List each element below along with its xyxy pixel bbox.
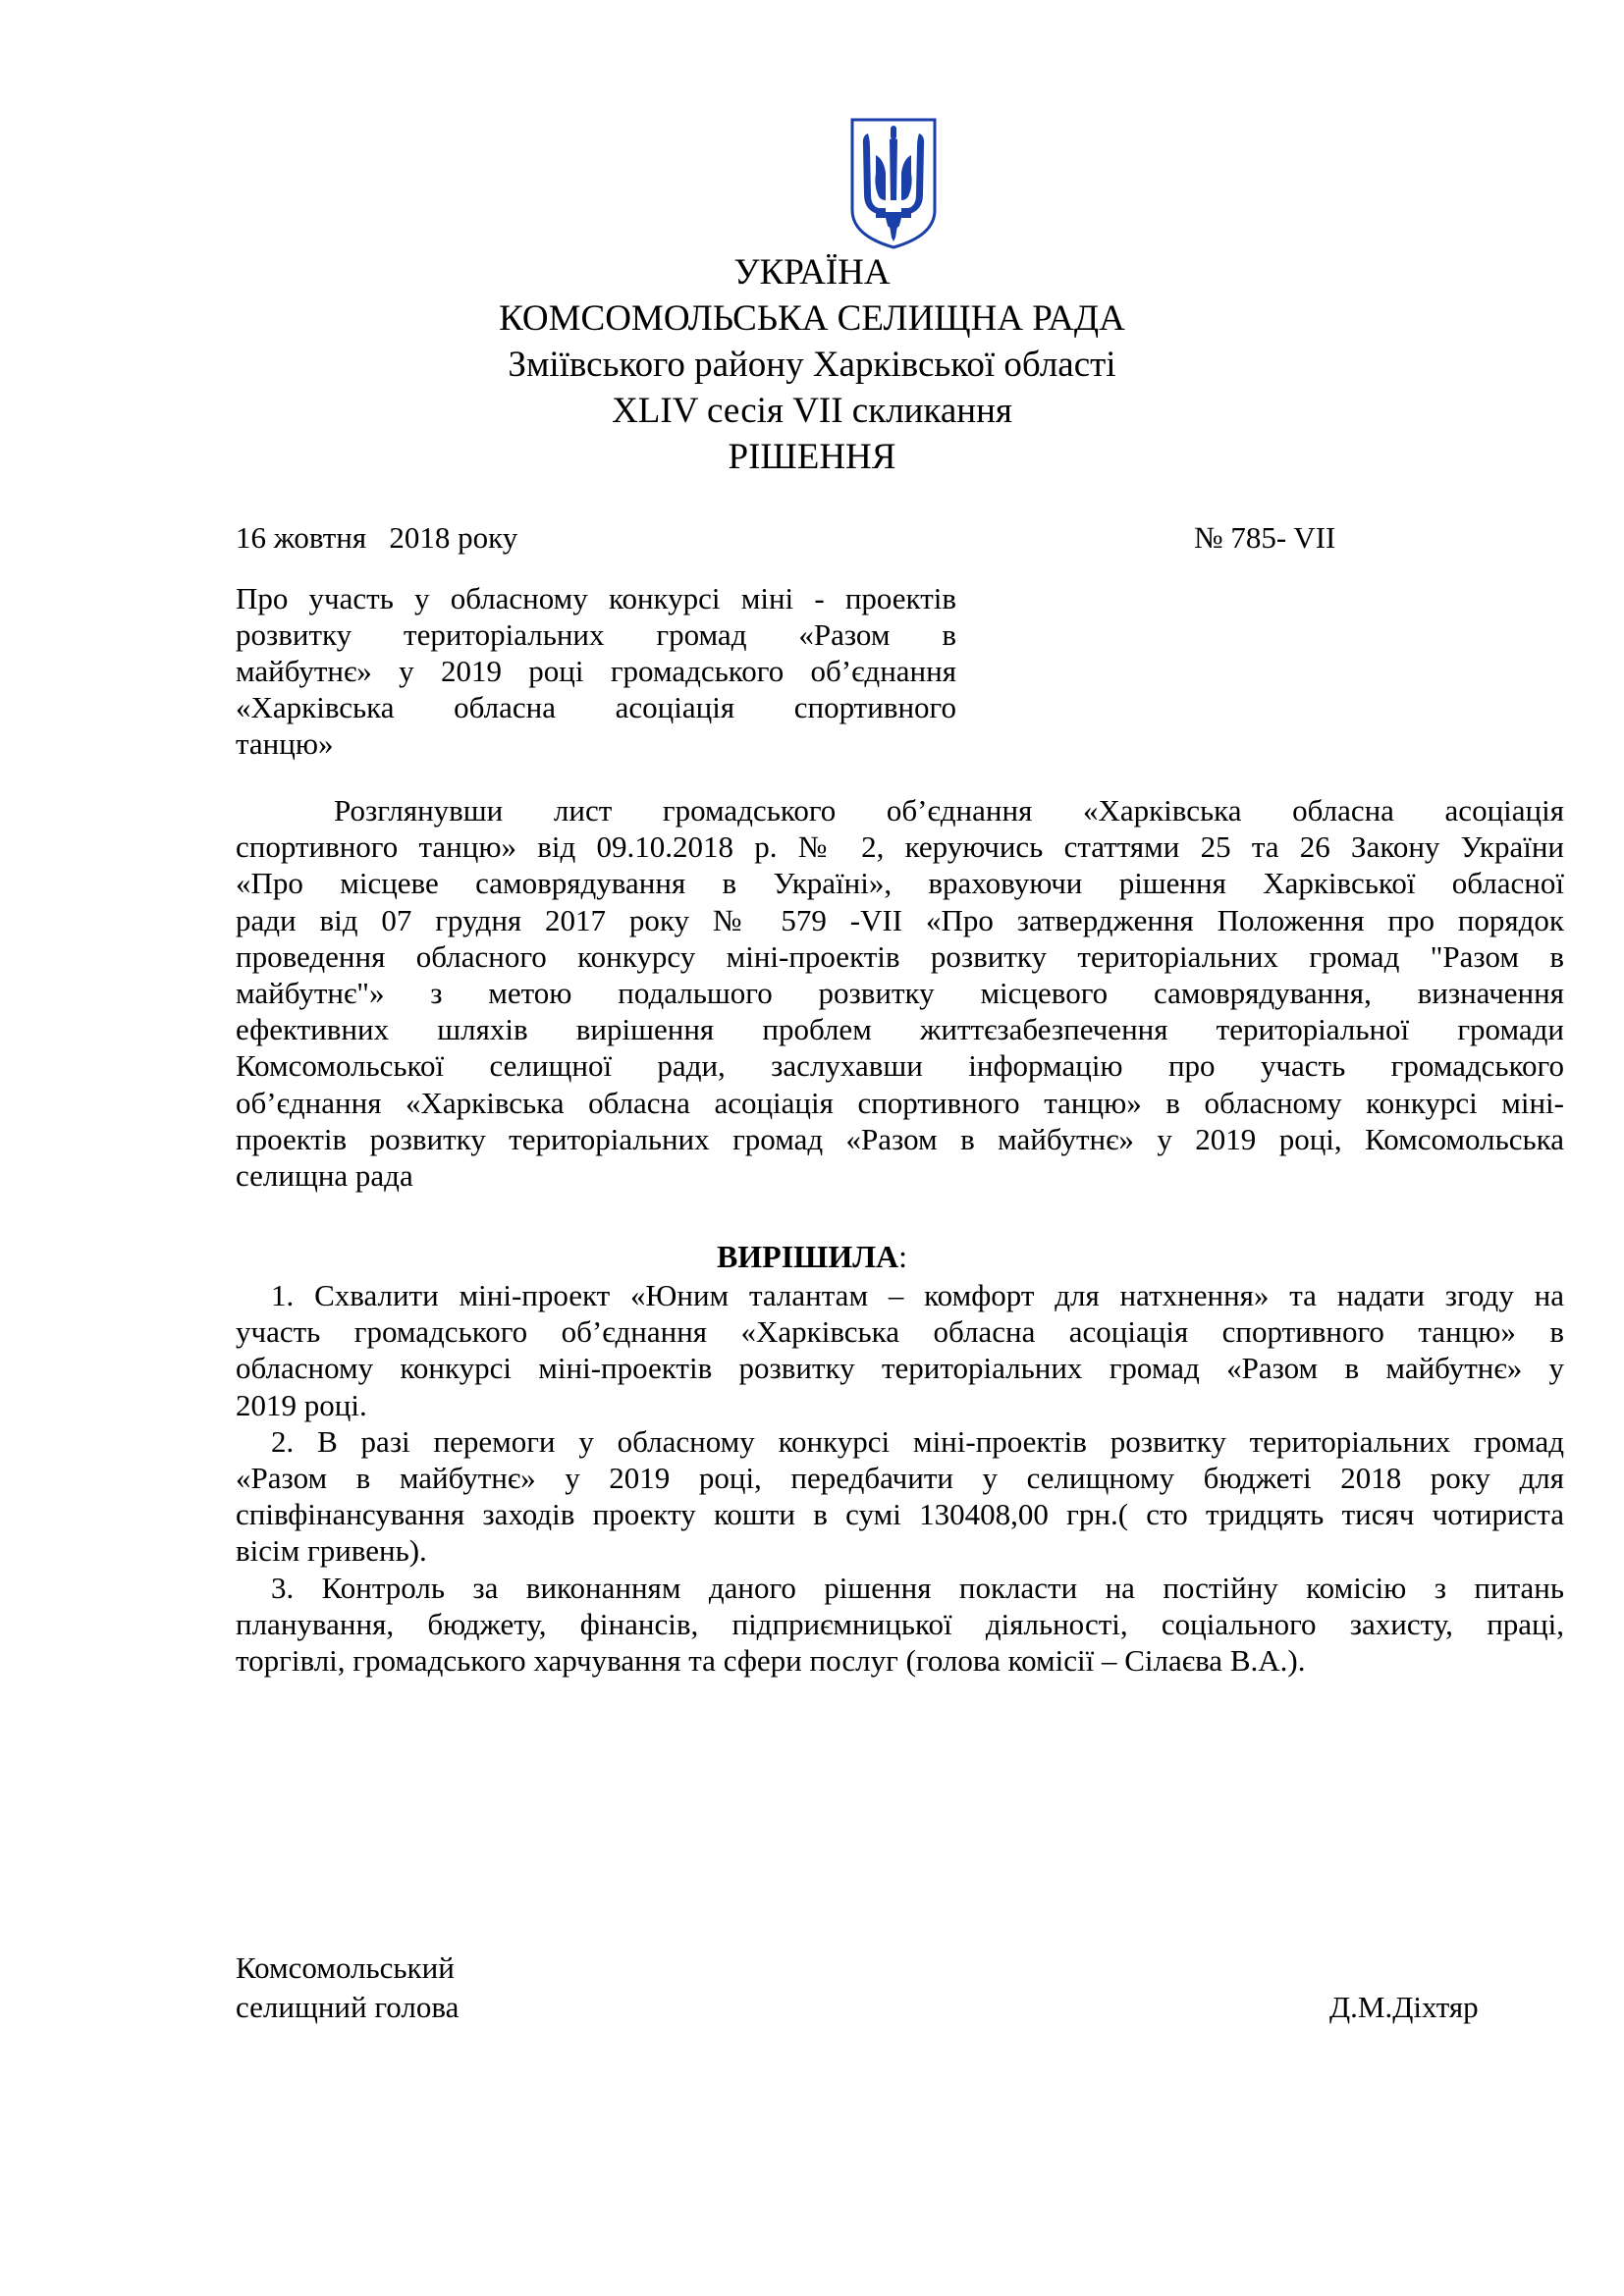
subject-line: Про участь у обласному конкурсі міні - проектів	[236, 581, 956, 615]
preamble-line: майбутнє"» з метою подальшого розвитку місцевого самоврядування, визначення	[236, 976, 1564, 1011]
preamble-paragraph	[236, 792, 1564, 1194]
document-type-title: РІШЕННЯ	[728, 437, 896, 477]
coat-of-arms-of-ukraine-icon	[846, 116, 941, 251]
item-line: обласному конкурсі міні-проектів розвитку територіальних громад «Разом в майбутнє» у	[236, 1351, 1564, 1386]
decision-item-2	[236, 1423, 1564, 1570]
preamble-line: «Про місцеве самоврядування в Україні», враховуючи рішення Харківської обласної	[236, 866, 1564, 901]
preamble-line: проведення обласного конкурсу міні-проектів розвитку територіальних громад "Разом в	[236, 938, 1564, 974]
header-district: Зміївського району Харківської області	[508, 345, 1116, 385]
item-line: 2. В разі перемоги у обласному конкурсі міні-проектів розвитку територіальних громад	[271, 1423, 1564, 1459]
decision-item-3	[236, 1570, 1564, 1680]
subject-line: майбутнє» у 2019 році громадського об’єднання	[236, 654, 956, 688]
decided-label: ВИРІШИЛА	[716, 1239, 899, 1274]
header-session: XLIV сесія VII скликання	[612, 391, 1012, 431]
preamble-line: ради від 07 грудня 2017 року № 579 -VII «Про затвердження Положення про порядок	[236, 902, 1564, 937]
decision-subject	[236, 580, 956, 762]
item-line: співфінансування заходів проекту кошти в сумі 130408,00 грн.( сто тридцять тисяч чотириста	[236, 1497, 1564, 1532]
signatory-position-line: селищний голова	[236, 1990, 460, 2024]
subject-line: розвитку територіальних громад «Разом в	[236, 617, 956, 652]
item-line: планування, бюджету, фінансів, підприємницької діяльності, соціального захисту, праці,	[236, 1606, 1564, 1641]
decision-items	[236, 1277, 1564, 1679]
header-council: КОМСОМОЛЬСЬКА СЕЛИЩНА РАДА	[499, 298, 1125, 339]
header-country: УКРАЇНА	[733, 252, 891, 293]
item-line: «Разом в майбутнє» у 2019 році, передбачити у селищному бюджеті 2018 року для	[236, 1461, 1564, 1496]
signatory-position-line: Комсомольський	[236, 1950, 455, 1985]
decision-item-1	[236, 1277, 1564, 1423]
decision-number: № 785- VII	[1194, 520, 1336, 555]
decided-colon: :	[898, 1239, 908, 1274]
signatory-position	[236, 1949, 459, 2027]
subject-line: «Харківська обласна асоціація спортивного	[236, 690, 956, 724]
preamble-line: об’єднання «Харківська обласна асоціація спортивного танцю» в обласному конкурсі міні-	[236, 1085, 1564, 1120]
preamble-line: Розглянувши лист громадського об’єднання «Харківська обласна асоціація	[334, 793, 1564, 828]
item-line: участь громадського об’єднання «Харківська обласна асоціація спортивного танцю» в	[236, 1314, 1564, 1350]
item-line: 1. Схвалити міні-проект «Юним талантам – комфорт для натхнення» та надати згоду на	[271, 1278, 1564, 1312]
item-line: вісім гривень).	[236, 1533, 427, 1569]
subject-line: танцю»	[236, 726, 334, 761]
preamble-line: проектів розвитку територіальних громад «Разом в майбутнє» у 2019 році, Комсомольська	[236, 1121, 1564, 1156]
preamble-line: ефективних шляхів вирішення проблем життєзабезпечення територіальної громади	[236, 1012, 1564, 1047]
preamble-line: спортивного танцю» від 09.10.2018 р. № 2, керуючись статтями 25 та 26 Закону України	[236, 829, 1564, 865]
preamble-line: селищна рада	[236, 1158, 413, 1194]
preamble-line: Комсомольської селищної ради, заслухавши інформацію про участь громадського	[236, 1048, 1564, 1084]
decided-heading	[0, 1238, 1624, 1275]
item-line: 3. Контроль за виконанням даного рішення покласти на постійну комісію з питань	[271, 1570, 1564, 1605]
item-line: торгівлі, громадського харчування та сфери послуг (голова комісії – Сілаєва В.А.).	[236, 1643, 1306, 1679]
item-line: 2019 році.	[236, 1387, 367, 1422]
signatory-name: Д.М.Діхтяр	[1329, 1990, 1479, 2024]
decision-date: 16 жовтня 2018 року	[236, 520, 518, 555]
